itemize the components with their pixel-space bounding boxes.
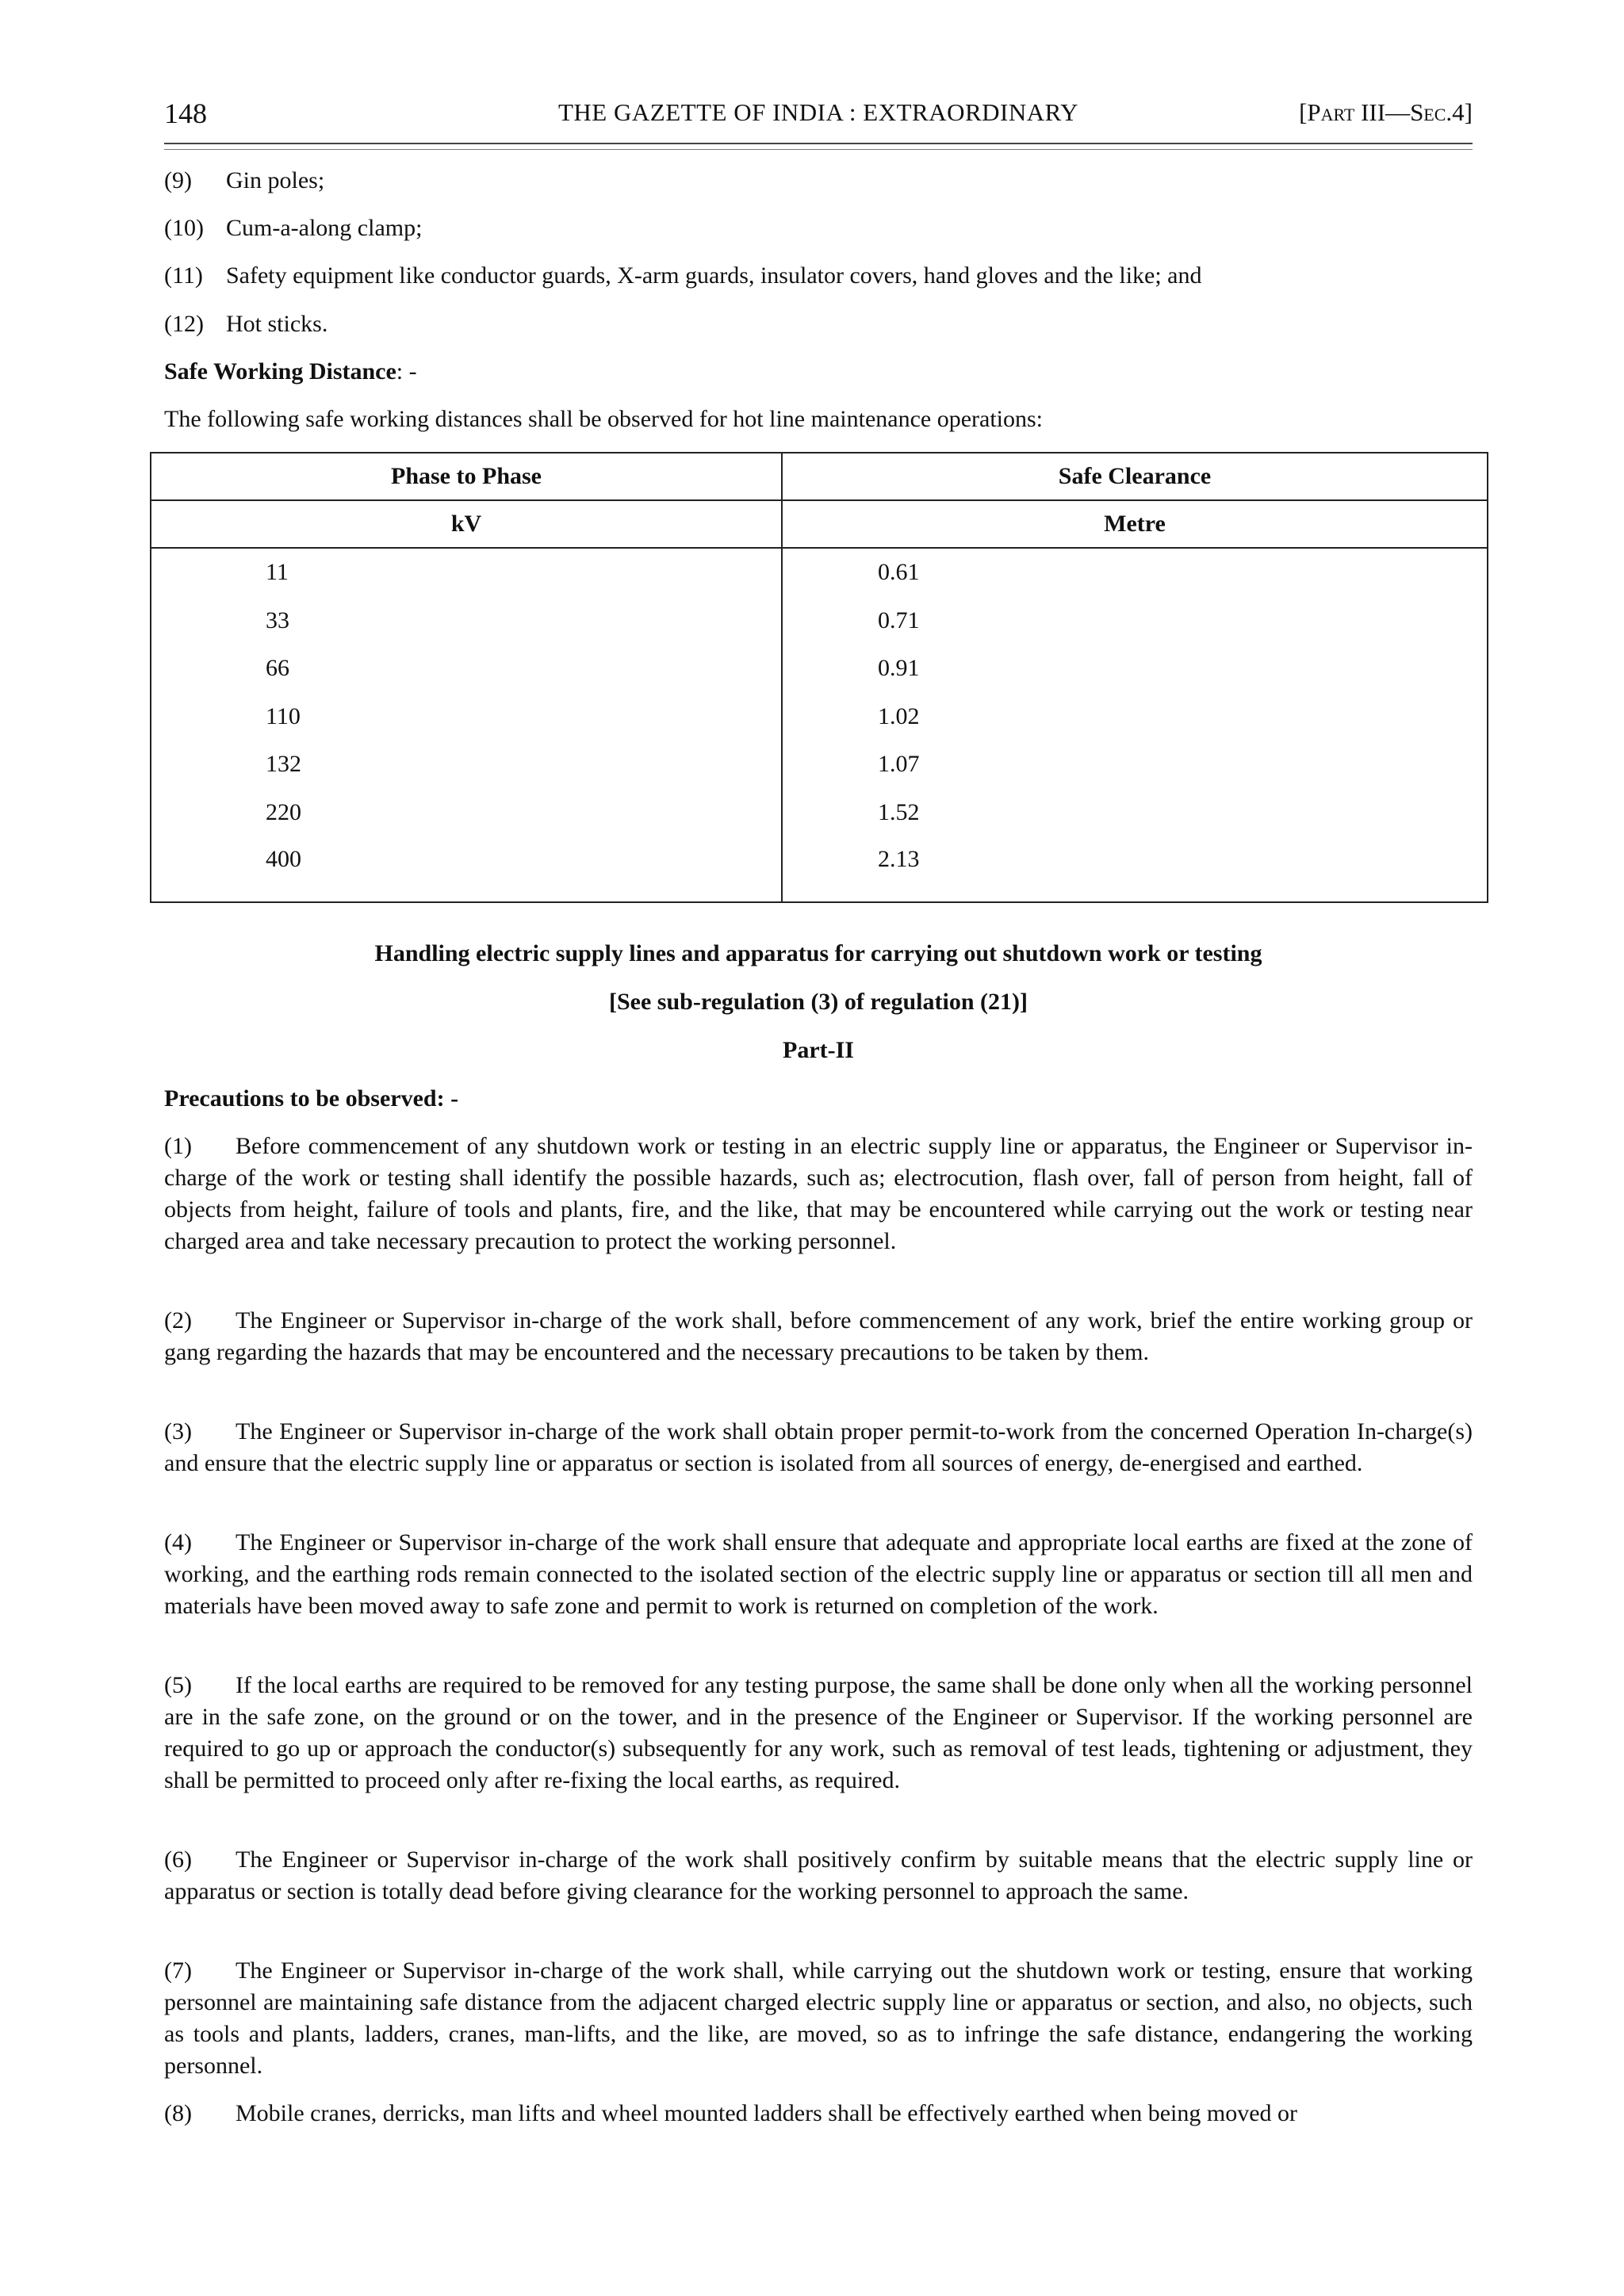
safe-distance-intro: The following safe working distances shall be observed for hot line maintenance operations:: [164, 406, 1044, 432]
section-title: Handling electric supply lines and apparatus for carrying out shutdown work or testing: [374, 940, 1262, 966]
table-header-row: [151, 453, 1488, 500]
part-label: Part-II: [783, 1037, 854, 1063]
list-item: (9) Gin poles;: [164, 167, 325, 193]
safe-distance-heading: Safe Working Distance: -: [164, 358, 417, 385]
table-row: 132 1.07: [151, 740, 1488, 789]
table-row: 33 0.71: [151, 597, 1488, 645]
list-item: (12) Hot sticks.: [164, 311, 328, 337]
gazette-title: THE GAZETTE OF INDIA : EXTRAORDINARY: [557, 98, 1079, 126]
precaution-paragraph: (1) Before commencement of any shutdown work or testing in an electric supply line or apparatus, the Engineer or Supervisor in-charge of the work or testing shall identify the possible hazards, such as; electrocution, flash over, fall of person from height, fall of objects from height, failure of tools and plants, fire, and the like, that may be encountered while carrying out the work or testing near charged area and take necessary precaution to protect the working personnel.: [164, 1133, 1473, 1254]
table-unit-row: [151, 500, 1488, 548]
precaution-paragraph: (4) The Engineer or Supervisor in-charge of the work shall ensure that adequate and appropriate local earths are fixed at the zone of working, and the earthing rods remain connected to the isolated section of the electric supply line or apparatus or section till all men and materials have been moved away to safe zone and permit to work is returned on completion of the work.: [164, 1529, 1473, 1619]
unit-header: Metre: [782, 500, 1488, 548]
precaution-paragraph: (2) The Engineer or Supervisor in-charge of the work shall, before commencement of any work, brief the entire working group or gang regarding the hazards that may be encountered and the necessary precautions to be taken by them.: [164, 1307, 1473, 1365]
table-row: 110 1.02: [151, 693, 1488, 741]
column-header: Safe Clearance: [782, 453, 1488, 500]
precaution-paragraph: (8) Mobile cranes, derricks, man lifts and wheel mounted ladders shall be effectively earthed when being moved or: [164, 2100, 1297, 2126]
list-item: (11) Safety equipment like conductor guards, X-arm guards, insulator covers, hand gloves and the like; and: [164, 262, 1202, 289]
precaution-paragraph: (3) The Engineer or Supervisor in-charge of the work shall obtain proper permit-to-work from the concerned Operation In-charge(s) and ensure that the electric supply line or apparatus or section is isolated from all sources of energy, de-energised and earthed.: [164, 1418, 1473, 1476]
table-row: 220 1.52: [151, 789, 1488, 837]
precaution-paragraph: (5) If the local earths are required to be removed for any testing purpose, the same shall be done only when all the working personnel are in the safe zone, on the ground or on the tower, and in the presence of the Engineer or Supervisor. If the working personnel are required to go up or approach the conductor(s) subsequently for any work, such as removal of test leads, tightening or adjustment, they shall be permitted to proceed only after re-fixing the local earths, as required.: [164, 1672, 1473, 1793]
table-row: 11 0.61: [151, 548, 1488, 597]
section-reference-note: [See sub-regulation (3) of regulation (21)]: [608, 989, 1028, 1015]
table-row: 400 2.13: [151, 836, 1488, 902]
section-reference: [Part III—Sec.4]: [1299, 98, 1473, 126]
safe-distance-table: [150, 452, 1488, 903]
precaution-paragraph: (6) The Engineer or Supervisor in-charge of the work shall positively confirm by suitable means that the electric supply line or apparatus or section is totally dead before giving clearance for the working personnel to approach the same.: [164, 1846, 1473, 1904]
list-item: (10) Cum-a-along clamp;: [164, 215, 423, 241]
precaution-paragraph: (7) The Engineer or Supervisor in-charge of the work shall, while carrying out the shutdown work or testing, ensure that working personnel are maintaining safe distance from the adjacent charged electric supply line or apparatus or section, and also, no objects, such as tools and plants, ladders, cranes, man-lifts, and the like, are moved, so as to infringe the safe distance, endangering the working personnel.: [164, 1957, 1473, 2079]
table-row: 66 0.91: [151, 645, 1488, 693]
column-header: Phase to Phase: [151, 453, 782, 500]
header-rule-thin: [164, 149, 1473, 150]
header-rule: [164, 143, 1473, 144]
precautions-heading: Precautions to be observed: -: [164, 1085, 459, 1112]
unit-header: kV: [151, 500, 782, 548]
page-header: [164, 97, 1473, 136]
page-number: 148: [164, 98, 207, 129]
